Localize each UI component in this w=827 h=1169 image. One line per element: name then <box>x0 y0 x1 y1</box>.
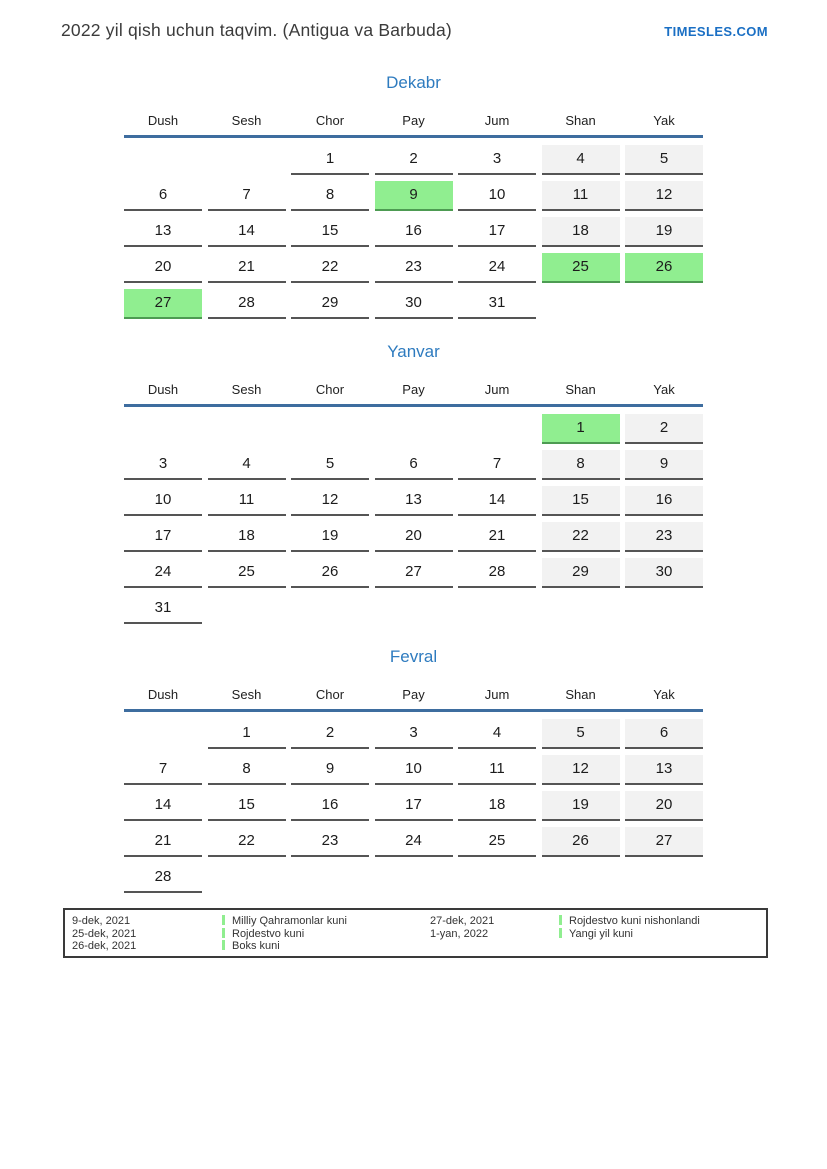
weekday-label-yak: Yak <box>653 687 675 702</box>
page-title: 2022 yil qish uchun taqvim. (Antigua va Barbuda) <box>61 20 452 40</box>
month-title: Yanvar <box>387 342 440 361</box>
legend-date: 25-dek, 2021 <box>72 927 137 940</box>
day-cell: 2 <box>291 719 369 749</box>
day-cell: 31 <box>124 594 202 624</box>
day-cell: 17 <box>124 522 202 552</box>
holiday-marker-icon <box>559 915 562 925</box>
weekday-label-pay: Pay <box>402 113 425 128</box>
weekday-label-sesh: Sesh <box>231 382 262 397</box>
day-cell: 2 <box>375 145 453 175</box>
day-cell: 28 <box>124 863 202 893</box>
weekday-label-dush: Dush <box>147 687 179 702</box>
empty-cell <box>375 414 453 444</box>
day-cell: 15 <box>291 217 369 247</box>
day-cell-weekend: 5 <box>542 719 620 749</box>
day-cell-holiday: 1 <box>542 414 620 444</box>
day-cell-weekend: 18 <box>542 217 620 247</box>
day-cell: 1 <box>208 719 286 749</box>
day-cell: 20 <box>375 522 453 552</box>
day-cell: 31 <box>458 289 536 319</box>
month-title: Fevral <box>389 647 438 666</box>
day-cell: 10 <box>124 486 202 516</box>
legend-dates-column <box>430 915 494 940</box>
legend-label-text: Yangi yil kuni <box>569 927 633 940</box>
legend-label <box>222 915 347 928</box>
weekday-label-sesh: Sesh <box>231 687 262 702</box>
empty-cell <box>291 414 369 444</box>
weekday-label-chor: Chor <box>315 687 345 702</box>
day-cell: 21 <box>208 253 286 283</box>
empty-cell <box>625 863 703 893</box>
day-cell-weekend: 12 <box>625 181 703 211</box>
weekday-label-jum: Jum <box>484 113 510 128</box>
day-cell: 27 <box>375 558 453 588</box>
weekday-label-pay: Pay <box>402 382 425 397</box>
empty-cell <box>458 414 536 444</box>
day-cell: 11 <box>208 486 286 516</box>
day-cell: 22 <box>208 827 286 857</box>
day-cell: 4 <box>458 719 536 749</box>
day-cell: 7 <box>208 181 286 211</box>
day-cell: 7 <box>124 755 202 785</box>
day-cell: 21 <box>458 522 536 552</box>
day-cell: 10 <box>458 181 536 211</box>
day-cell: 28 <box>208 289 286 319</box>
month-dekabr <box>124 72 703 319</box>
legend-labels-column <box>559 915 700 940</box>
day-cell-holiday: 27 <box>124 289 202 319</box>
day-cell: 26 <box>291 558 369 588</box>
day-cell-weekend: 23 <box>625 522 703 552</box>
day-cell-weekend: 15 <box>542 486 620 516</box>
month-title: Dekabr <box>386 73 441 92</box>
weekday-label-yak: Yak <box>653 382 675 397</box>
site-link[interactable]: TIMESLES.COM <box>664 24 768 39</box>
empty-cell <box>542 863 620 893</box>
day-cell-weekend: 11 <box>542 181 620 211</box>
legend-date: 9-dek, 2021 <box>72 915 131 927</box>
month-fevral <box>124 646 703 893</box>
day-cell-weekend: 22 <box>542 522 620 552</box>
empty-cell <box>458 594 536 624</box>
day-cell-weekend: 30 <box>625 558 703 588</box>
day-cell-weekend: 13 <box>625 755 703 785</box>
legend-date: 1-yan, 2022 <box>430 927 489 940</box>
day-cell: 6 <box>124 181 202 211</box>
day-cell: 23 <box>375 253 453 283</box>
holiday-marker-icon <box>559 928 562 938</box>
day-cell: 17 <box>458 217 536 247</box>
legend-dates-column <box>72 915 136 953</box>
day-cell-weekend: 2 <box>625 414 703 444</box>
holiday-marker-icon <box>222 940 225 950</box>
empty-cell <box>375 594 453 624</box>
empty-cell <box>124 145 202 175</box>
day-cell: 30 <box>375 289 453 319</box>
day-cell: 16 <box>375 217 453 247</box>
day-cell-weekend: 19 <box>625 217 703 247</box>
day-cell-weekend: 27 <box>625 827 703 857</box>
day-cell: 14 <box>208 217 286 247</box>
legend-date: 26-dek, 2021 <box>72 940 137 953</box>
day-cell-weekend: 26 <box>542 827 620 857</box>
weekday-label-sesh: Sesh <box>231 113 262 128</box>
weekday-label-shan: Shan <box>565 113 596 128</box>
empty-cell <box>375 863 453 893</box>
month-grid <box>124 719 703 893</box>
day-cell: 22 <box>291 253 369 283</box>
day-cell: 18 <box>208 522 286 552</box>
weekday-label-dush: Dush <box>147 113 179 128</box>
day-cell: 13 <box>124 217 202 247</box>
day-cell: 23 <box>291 827 369 857</box>
day-cell-weekend: 5 <box>625 145 703 175</box>
day-cell: 14 <box>458 486 536 516</box>
day-cell-holiday: 25 <box>542 253 620 283</box>
day-cell: 16 <box>291 791 369 821</box>
day-cell: 18 <box>458 791 536 821</box>
day-cell: 7 <box>458 450 536 480</box>
weekday-label-shan: Shan <box>565 382 596 397</box>
empty-cell <box>291 863 369 893</box>
day-cell: 24 <box>124 558 202 588</box>
day-cell: 4 <box>208 450 286 480</box>
day-cell: 12 <box>291 486 369 516</box>
weekday-header-row <box>124 112 703 138</box>
day-cell: 11 <box>458 755 536 785</box>
day-cell: 8 <box>208 755 286 785</box>
empty-cell <box>208 863 286 893</box>
legend-label-text: Milliy Qahramonlar kuni <box>232 915 347 927</box>
empty-cell <box>542 594 620 624</box>
empty-cell <box>542 289 620 319</box>
day-cell: 19 <box>291 522 369 552</box>
weekday-label-chor: Chor <box>315 113 345 128</box>
empty-cell <box>458 863 536 893</box>
weekday-label-dush: Dush <box>147 382 179 397</box>
weekday-label-pay: Pay <box>402 687 425 702</box>
day-cell: 17 <box>375 791 453 821</box>
day-cell: 9 <box>291 755 369 785</box>
weekday-label-jum: Jum <box>484 382 510 397</box>
legend-label <box>222 940 347 953</box>
day-cell: 8 <box>291 181 369 211</box>
legend-labels-column <box>222 915 347 953</box>
legend-label-text: Rojdestvo kuni <box>232 927 305 940</box>
day-cell: 29 <box>291 289 369 319</box>
holiday-marker-icon <box>222 928 225 938</box>
empty-cell <box>625 289 703 319</box>
day-cell-weekend: 16 <box>625 486 703 516</box>
day-cell: 24 <box>375 827 453 857</box>
day-cell: 25 <box>208 558 286 588</box>
day-cell: 13 <box>375 486 453 516</box>
day-cell: 1 <box>291 145 369 175</box>
day-cell: 3 <box>375 719 453 749</box>
legend-label <box>559 915 700 928</box>
empty-cell <box>291 594 369 624</box>
weekday-label-yak: Yak <box>653 113 675 128</box>
holiday-marker-icon <box>222 915 225 925</box>
day-cell: 21 <box>124 827 202 857</box>
weekday-header-row <box>124 381 703 407</box>
day-cell: 5 <box>291 450 369 480</box>
legend-box <box>63 908 768 958</box>
legend-label <box>222 928 347 941</box>
empty-cell <box>208 145 286 175</box>
weekday-header-row <box>124 686 703 712</box>
day-cell: 3 <box>124 450 202 480</box>
day-cell-holiday: 26 <box>625 253 703 283</box>
month-yanvar <box>124 341 703 624</box>
legend-label <box>559 928 700 941</box>
weekday-label-chor: Chor <box>315 382 345 397</box>
weekday-label-shan: Shan <box>565 687 596 702</box>
empty-cell <box>208 594 286 624</box>
day-cell: 25 <box>458 827 536 857</box>
day-cell: 14 <box>124 791 202 821</box>
day-cell-weekend: 29 <box>542 558 620 588</box>
calendar <box>124 62 703 893</box>
legend-date: 27-dek, 2021 <box>430 915 495 927</box>
empty-cell <box>625 594 703 624</box>
day-cell-weekend: 20 <box>625 791 703 821</box>
day-cell: 24 <box>458 253 536 283</box>
day-cell-weekend: 9 <box>625 450 703 480</box>
empty-cell <box>124 414 202 444</box>
legend-label-text: Rojdestvo kuni nishonlandi <box>569 915 700 927</box>
day-cell: 15 <box>208 791 286 821</box>
day-cell-holiday: 9 <box>375 181 453 211</box>
day-cell: 10 <box>375 755 453 785</box>
day-cell: 20 <box>124 253 202 283</box>
weekday-label-jum: Jum <box>484 687 510 702</box>
month-grid <box>124 414 703 624</box>
empty-cell <box>208 414 286 444</box>
day-cell: 28 <box>458 558 536 588</box>
day-cell-weekend: 4 <box>542 145 620 175</box>
day-cell-weekend: 6 <box>625 719 703 749</box>
day-cell: 3 <box>458 145 536 175</box>
day-cell-weekend: 19 <box>542 791 620 821</box>
month-grid <box>124 145 703 319</box>
empty-cell <box>124 719 202 749</box>
day-cell-weekend: 8 <box>542 450 620 480</box>
legend-label-text: Boks kuni <box>232 940 280 953</box>
day-cell: 6 <box>375 450 453 480</box>
day-cell-weekend: 12 <box>542 755 620 785</box>
